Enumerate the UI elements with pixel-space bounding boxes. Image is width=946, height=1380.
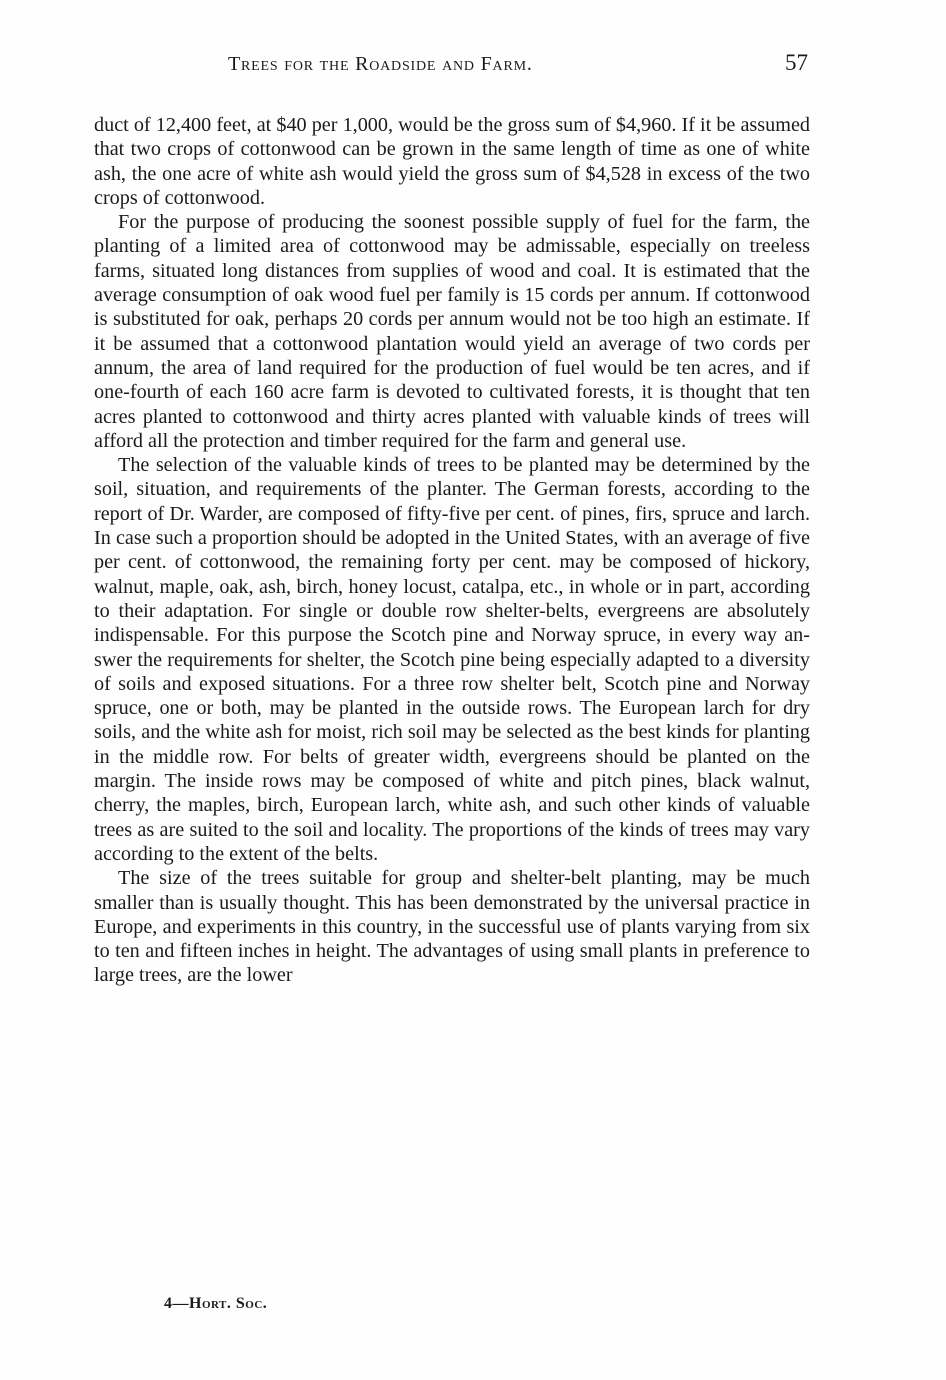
paragraph-tree-size: The size of the trees suitable for group and shelter-belt planting, may be much smaller than is usually thought. This has been demonstrated by the universal practice in Europe, and experiments in this country, in the successful use of plants varying from six to ten and fifteen inches in height. The advantages of using small plants in preference to large trees, are the lower [94, 867, 810, 987]
paragraph-fuel-supply: For the purpose of producing the soonest possible supply of fuel for the farm, the planting of a limited area of cottonwood may be admissable, especially on treeless farms, situated long distances from supplies of wood and coal. It is estimated that the average consumption of oak wood fuel per family is 15 cords per annum. If cottonwood is substituted for oak, perhaps 20 cords per annum would not be too high an estimate. If it be assumed that a cottonwood plantation would yield an average of two cords per annum, the area of land required for the production of fuel would be ten acres, and if one-fourth of each 160 acre farm is devoted to cultivated forests, it is thought that ten acres planted to cottonwood and thirty acres planted with valuable kinds of trees will afford all the protection and timber required for the farm and general use. [94, 211, 810, 452]
body-text [94, 113, 810, 988]
running-head: Trees for the Roadside and Farm. [228, 53, 533, 75]
page-header [96, 50, 808, 80]
paragraph-tree-selection: The selection of the valuable kinds of trees to be planted may be determined by the soil, situation, and requirements of the planter. The German forests, according to the report of Dr. Warder, are composed of fifty-five per cent. of pines, firs, spruce and larch. In case such a proportion should be adopted in the United States, with an average of five per cent. of cottonwood, the remaining forty per cent. may be composed of hickory, walnut, maple, oak, ash, birch, honey locust, catalpa, etc., in whole or in part, according to their adaptation. For single or double row shelter-belts, evergreens are absolutely indispensable. For this purpose the Scotch pine and Norway spruce, in every way answer the requirements for shelter, the Scotch pine being especially adapted to a diversity of soils and exposed situations. For a three row shelter belt, Scotch pine and Norway spruce, one or both, may be planted in the outside rows. The European larch for dry soils, and the white ash for moist, rich soil may be selected as the best kinds for planting in the middle row. For belts of greater width, evergreens should be planted on the margin. The inside rows may be composed of white and pitch pines, black walnut, cherry, the maples, birch, European larch, white ash, and such other kinds of valuable trees as are suited to the soil and locality. The proportions of the kinds of trees may vary according to the extent of the belts. [94, 454, 810, 865]
signature-mark: 4—Hort. Soc. [164, 1295, 268, 1312]
page-number: 57 [785, 50, 808, 75]
paragraph-continued: duct of 12,400 feet, at $40 per 1,000, would be the gross sum of $4,960. If it be assumed that two crops of cottonwood can be grown in the same length of time as one of white ash, the one acre of white ash would yield the gross sum of $4,528 in excess of the two crops of cottonwood. [94, 114, 810, 209]
